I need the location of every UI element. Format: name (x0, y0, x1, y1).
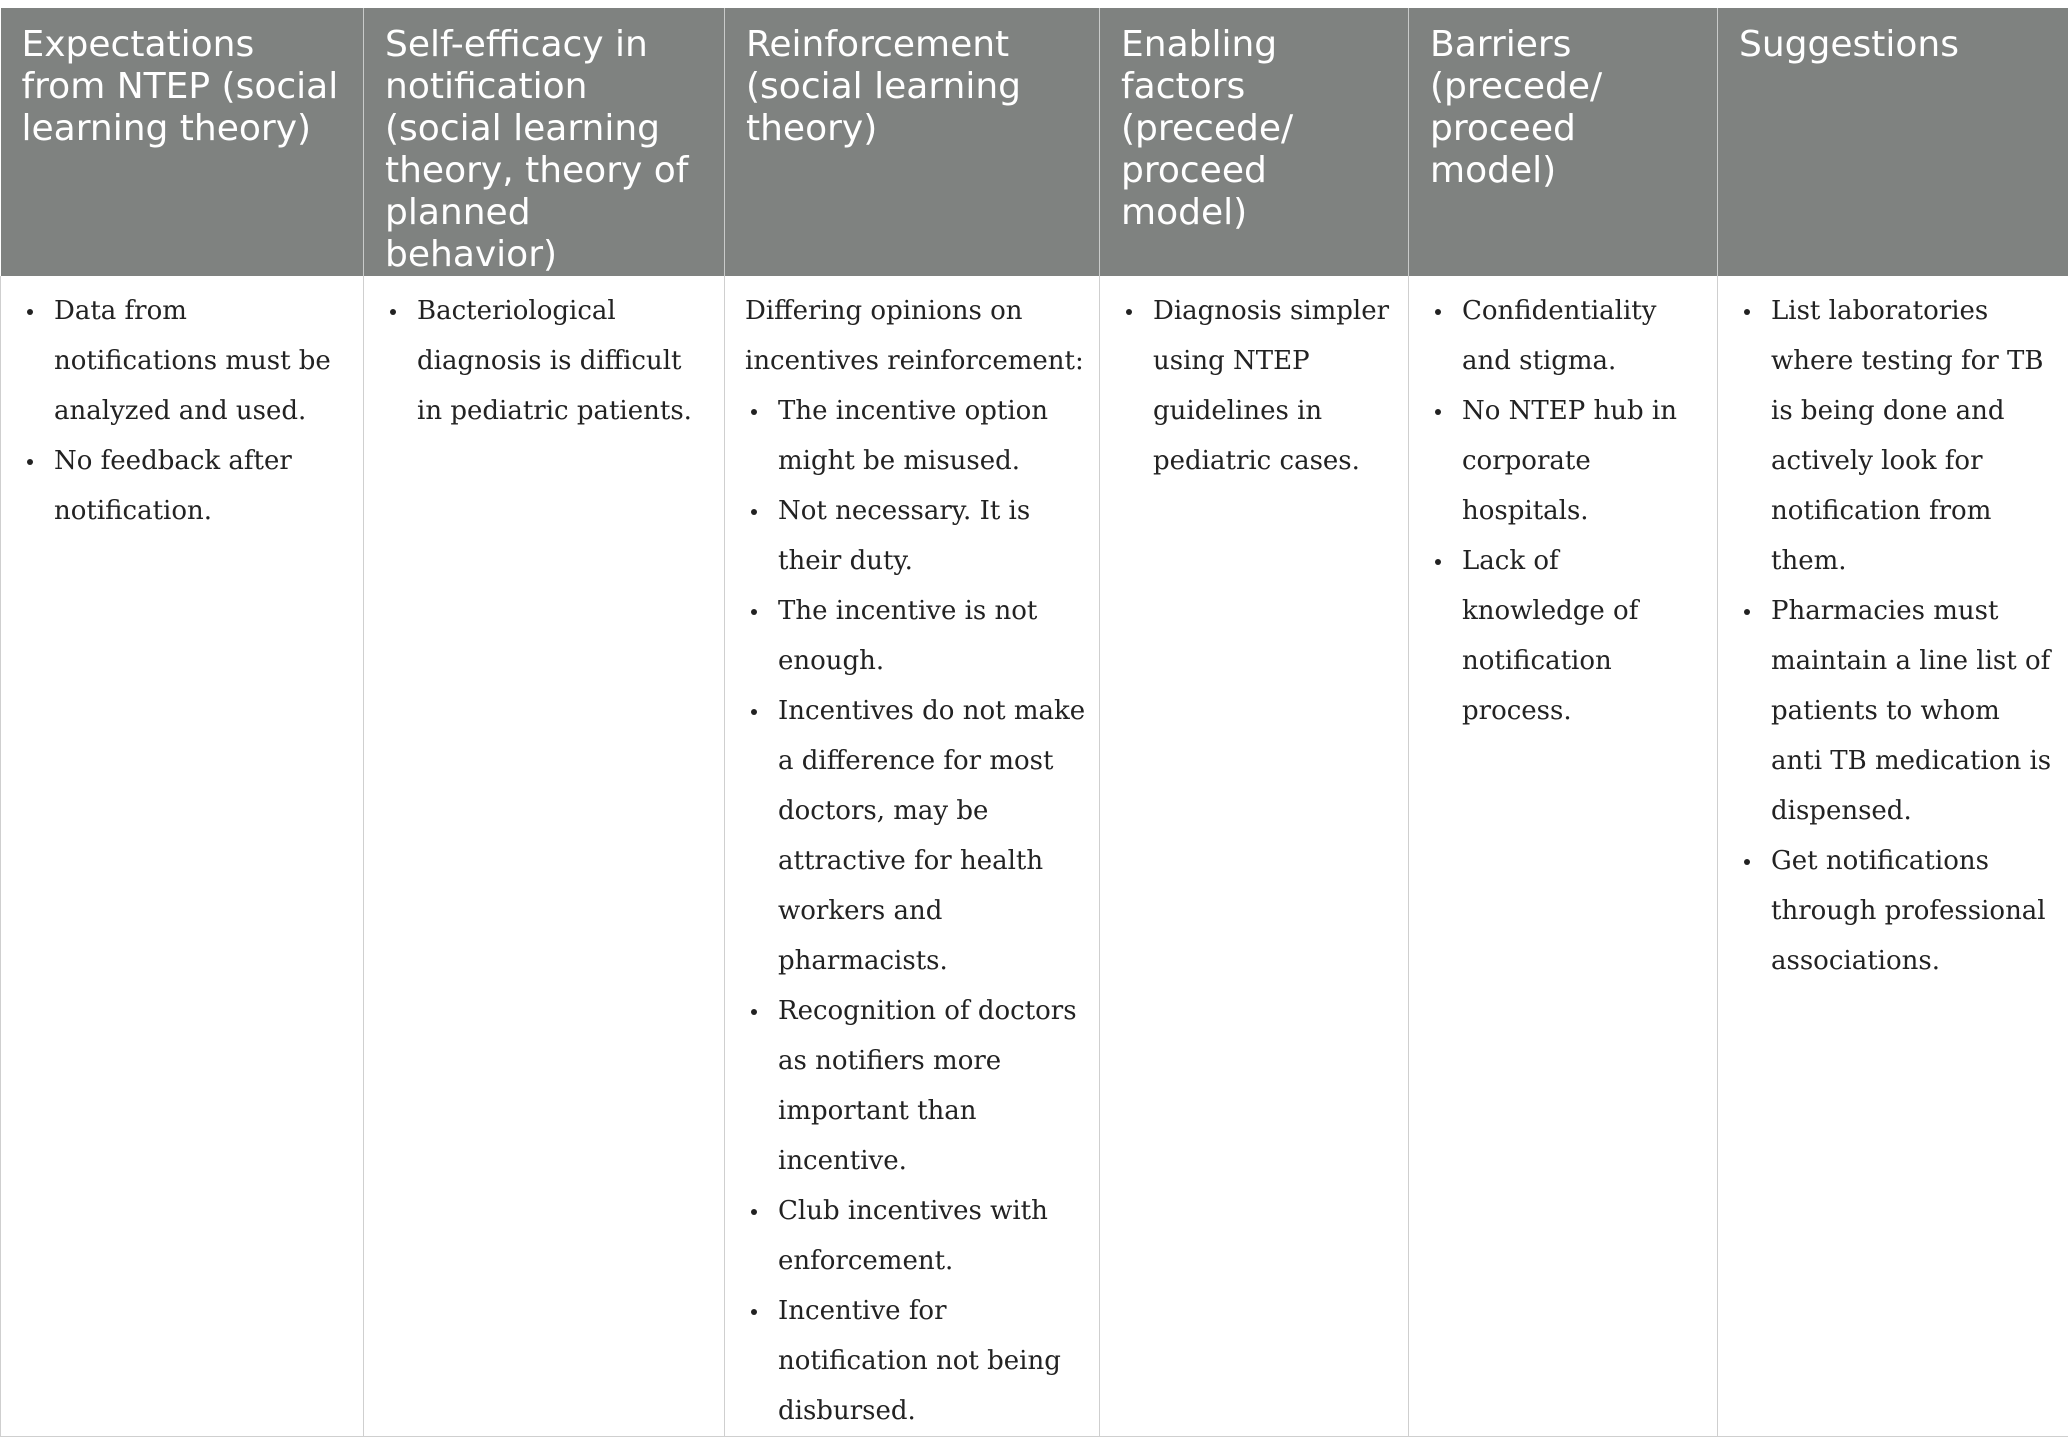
header-suggestions: Suggestions (1718, 8, 2068, 276)
list-item: Incentives do not make a difference for most doctors, may be attractive for health workers and pharmacists. (778, 686, 1089, 986)
suggestions-list (1738, 286, 2058, 986)
list-item: Recognition of doctors as notifiers more important than incentive. (778, 986, 1089, 1186)
list-item: No feedback after notification. (54, 436, 353, 536)
header-row (1, 8, 2068, 276)
list-item: Incentive for notification not being disbursed. (778, 1286, 1089, 1436)
cell-suggestions (1718, 276, 2068, 1437)
reinforcement-intro: Differing opinions on incentives reinforcement: (745, 286, 1089, 386)
header-expectations: Expectations from NTEP (social learning theory) (1, 8, 364, 276)
list-item: Confidentiality and stigma. (1462, 286, 1707, 386)
expectations-list (21, 286, 353, 536)
list-item: List laboratories where testing for TB is being done and actively look for notification from them. (1771, 286, 2058, 586)
list-item: Not necessary. It is their duty. (778, 486, 1089, 586)
cell-self-efficacy (364, 276, 725, 1437)
list-item: The incentive is not enough. (778, 586, 1089, 686)
header-enabling-factors: Enabling factors (precede/ proceed model) (1100, 8, 1409, 276)
header-self-efficacy: Self-efficacy in notification (social learning theory, theory of planned behavior) (364, 8, 725, 276)
reinforcement-list (745, 386, 1089, 1436)
header-reinforcement: Reinforcement (social learning theory) (725, 8, 1100, 276)
findings-table (0, 8, 2068, 1437)
self-efficacy-list (384, 286, 714, 436)
list-item: Data from notifications must be analyzed and used. (54, 286, 353, 436)
list-item: The incentive option might be misused. (778, 386, 1089, 486)
list-item: Get notifications through professional associations. (1771, 836, 2058, 986)
list-item: No NTEP hub in corporate hospitals. (1462, 386, 1707, 536)
cell-reinforcement (725, 276, 1100, 1437)
list-item: Diagnosis simpler using NTEP guidelines in pediatric cases. (1153, 286, 1398, 486)
cell-enabling-factors (1100, 276, 1409, 1437)
list-item: Club incentives with enforcement. (778, 1186, 1089, 1286)
cell-barriers (1409, 276, 1718, 1437)
enabling-list (1120, 286, 1398, 486)
cell-expectations (1, 276, 364, 1437)
list-item: Lack of knowledge of notification process. (1462, 536, 1707, 736)
header-barriers: Barriers (precede/ proceed model) (1409, 8, 1718, 276)
list-item: Bacteriological diagnosis is difficult in pediatric patients. (417, 286, 714, 436)
content-row (1, 276, 2068, 1437)
list-item: Pharmacies must maintain a line list of patients to whom anti TB medication is dispensed. (1771, 586, 2058, 836)
findings-table-container (0, 8, 2068, 1437)
barriers-list (1429, 286, 1707, 736)
